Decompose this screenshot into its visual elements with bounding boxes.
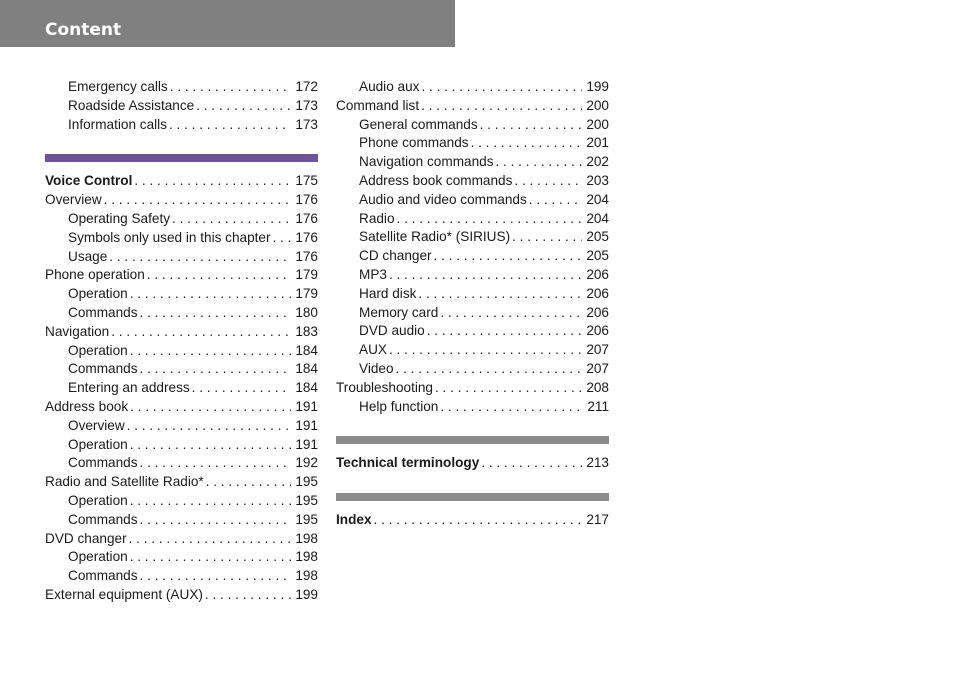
toc-entry[interactable] (336, 285, 609, 304)
toc-entry-label: DVD audio (359, 323, 425, 339)
toc-leader-dots (512, 228, 582, 247)
toc-entry[interactable] (45, 248, 318, 267)
toc-leader-dots (440, 398, 583, 417)
toc-entry-label: Operation (68, 549, 128, 565)
toc-page-number: 203 (586, 172, 609, 188)
toc-page-number: 205 (586, 229, 609, 245)
toc-leader-dots (140, 304, 292, 323)
toc-leader-dots (427, 322, 583, 341)
toc-leader-dots (140, 567, 292, 586)
toc-leader-dots (170, 78, 292, 97)
toc-page-number: 176 (295, 192, 318, 208)
toc-leader-dots (434, 247, 583, 266)
toc-leader-dots (192, 379, 292, 398)
toc-leader-dots (529, 191, 583, 210)
toc-page-number: 179 (295, 267, 318, 283)
toc-page-number: 179 (295, 286, 318, 302)
toc-entry-label: Video (359, 360, 394, 376)
toc-leader-dots (418, 285, 582, 304)
toc-leader-dots (480, 116, 583, 135)
toc-page-number: 198 (295, 530, 318, 546)
toc-entry-label: Roadside Assistance (68, 97, 195, 113)
toc-right-column (336, 78, 609, 530)
toc-entry-label: Emergency calls (68, 79, 168, 94)
toc-entry[interactable] (45, 398, 318, 417)
toc-page-number: 195 (295, 511, 318, 527)
toc-entry[interactable] (45, 567, 318, 586)
toc-leader-dots (109, 248, 291, 267)
toc-page-number: 184 (295, 342, 318, 358)
toc-entry[interactable] (336, 210, 609, 229)
toc-page-number: 206 (586, 266, 609, 282)
toc-left-column (45, 78, 318, 605)
toc-entry[interactable] (45, 586, 318, 605)
toc-page-number: 191 (295, 398, 318, 414)
toc-leader-dots (140, 454, 292, 473)
toc-leader-dots (421, 97, 582, 116)
toc-entry[interactable] (45, 417, 318, 436)
toc-entry[interactable] (336, 172, 609, 191)
toc-page-number: 206 (586, 285, 609, 301)
toc-entry-label: External equipment (AUX) (45, 586, 203, 602)
toc-entry[interactable] (45, 229, 318, 248)
toc-entry-label: Operating Safety (68, 210, 171, 226)
toc-entry[interactable] (45, 379, 318, 398)
toc-leader-dots (130, 342, 292, 361)
toc-page-number: 202 (586, 154, 609, 170)
toc-page-number: 195 (295, 474, 318, 490)
toc-entry-label: Usage (68, 248, 108, 264)
toc-entry-label: Phone operation (45, 267, 145, 283)
toc-leader-dots (396, 360, 583, 379)
toc-entry[interactable] (336, 360, 609, 379)
toc-page-number: 198 (295, 549, 318, 565)
toc-entry-label: CD changer (359, 248, 432, 264)
toc-leader-dots (130, 285, 292, 304)
toc-page-number: 176 (295, 210, 318, 226)
toc-page-number: 172 (295, 79, 318, 94)
toc-page-number: 183 (295, 323, 318, 339)
toc-page-number: 191 (295, 417, 318, 433)
toc-entry-label: Voice Control (45, 173, 133, 189)
toc-entry[interactable] (45, 116, 318, 135)
toc-leader-dots (147, 266, 292, 285)
toc-entry-label: Operation (68, 342, 128, 358)
toc-entry-label: Information calls (68, 116, 167, 132)
toc-page-number: 199 (586, 79, 609, 94)
toc-page-number: 176 (295, 248, 318, 264)
toc-entry-label: Help function (359, 398, 439, 414)
toc-leader-dots (172, 210, 291, 229)
toc-leader-dots (389, 341, 582, 360)
toc-entry[interactable] (336, 97, 609, 116)
toc-page-number: 205 (586, 248, 609, 264)
toc-page-number: 207 (586, 342, 609, 358)
toc-entry-label: Phone commands (359, 135, 469, 151)
toc-entry[interactable] (45, 473, 318, 492)
toc-entry[interactable] (336, 228, 609, 247)
toc-entry[interactable] (45, 172, 318, 191)
toc-entry[interactable] (336, 341, 609, 360)
toc-entry-label: Symbols only used in this chapter (68, 229, 271, 245)
toc-entry[interactable] (336, 379, 609, 398)
toc-leader-dots (130, 398, 291, 417)
toc-entry-label: Command list (336, 97, 420, 113)
toc-entry-label: Operation (68, 492, 128, 508)
toc-entry[interactable] (336, 398, 609, 417)
section-divider-bar (336, 493, 609, 501)
toc-entry-label: Operation (68, 286, 128, 302)
toc-leader-dots (206, 473, 292, 492)
toc-page-number: 184 (295, 380, 318, 396)
toc-leader-dots (140, 511, 292, 530)
toc-entry[interactable] (336, 454, 609, 473)
toc-entry-label: Radio (359, 210, 395, 226)
toc-entry-label: Commands (68, 511, 138, 527)
toc-page-number: 173 (295, 116, 318, 132)
toc-leader-dots (130, 436, 292, 455)
toc-entry[interactable] (45, 191, 318, 210)
section-spacer (336, 473, 609, 487)
toc-entry[interactable] (45, 454, 318, 473)
page-title: Content (45, 20, 122, 40)
toc-entry[interactable] (336, 134, 609, 153)
toc-leader-dots (111, 323, 291, 342)
toc-leader-dots (127, 417, 292, 436)
toc-entry[interactable] (45, 492, 318, 511)
toc-page-number: 208 (586, 379, 609, 395)
toc-entry[interactable] (45, 323, 318, 342)
header-bar (0, 0, 455, 47)
section-spacer (45, 134, 318, 148)
toc-page-number: 173 (295, 97, 318, 113)
toc-page-number: 199 (295, 586, 318, 602)
toc-entry-label: DVD changer (45, 530, 127, 546)
toc-entry[interactable] (45, 360, 318, 379)
toc-entry[interactable] (45, 97, 318, 116)
toc-entry-label: Commands (68, 568, 138, 584)
toc-page-number: 206 (586, 323, 609, 339)
toc-entry-label: Navigation commands (359, 154, 494, 170)
toc-leader-dots (481, 454, 582, 473)
toc-entry[interactable] (45, 342, 318, 361)
toc-page-number: 200 (586, 97, 609, 113)
toc-entry[interactable] (336, 153, 609, 172)
toc-leader-dots (273, 229, 292, 248)
toc-page-number: 175 (295, 173, 318, 189)
toc-entry[interactable] (336, 191, 609, 210)
toc-leader-dots (134, 172, 291, 191)
toc-leader-dots (389, 266, 582, 285)
toc-entry-label: MP3 (359, 266, 387, 282)
toc-page-number: 200 (586, 116, 609, 132)
toc-leader-dots (130, 492, 292, 511)
toc-leader-dots (397, 210, 583, 229)
section-spacer (336, 416, 609, 430)
toc-page-number: 192 (295, 455, 318, 471)
toc-entry-label: Navigation (45, 323, 110, 339)
toc-entry-label: Index (336, 512, 372, 528)
toc-page-number: 201 (586, 135, 609, 151)
toc-entry[interactable] (336, 78, 609, 97)
toc-page-number: 176 (295, 229, 318, 245)
toc-page-number: 198 (295, 568, 318, 584)
toc-entry[interactable] (336, 247, 609, 266)
toc-entry-label: Radio and Satellite Radio* (45, 474, 204, 490)
toc-entry[interactable] (45, 78, 318, 97)
toc-entry-label: Entering an address (68, 380, 190, 396)
toc-entry[interactable] (45, 548, 318, 567)
toc-page-number: 184 (295, 361, 318, 377)
toc-entry-label: Memory card (359, 304, 439, 320)
toc-entry-label: Address book (45, 398, 129, 414)
toc-entry-label: Technical terminology (336, 455, 480, 471)
toc-leader-dots (205, 586, 291, 605)
toc-entry-label: Overview (45, 192, 102, 208)
toc-entry-label: Audio and video commands (359, 191, 527, 207)
toc-leader-dots (104, 191, 292, 210)
toc-page-number: 213 (586, 455, 609, 471)
toc-leader-dots (130, 548, 292, 567)
toc-leader-dots (471, 134, 583, 153)
toc-leader-dots (435, 379, 582, 398)
toc-leader-dots (421, 78, 582, 97)
toc-leader-dots (169, 116, 291, 135)
toc-entry-label: Address book commands (359, 172, 513, 188)
toc-leader-dots (440, 304, 582, 323)
toc-leader-dots (140, 360, 292, 379)
toc-entry[interactable] (336, 116, 609, 135)
toc-page-number: 206 (586, 304, 609, 320)
toc-entry[interactable] (45, 285, 318, 304)
toc-leader-dots (196, 97, 291, 116)
toc-entry[interactable] (45, 436, 318, 455)
toc-leader-dots (374, 511, 583, 530)
toc-entry-label: Overview (68, 417, 125, 433)
toc-leader-dots (129, 530, 292, 549)
toc-entry-label: Troubleshooting (336, 379, 433, 395)
section-divider-bar (45, 154, 318, 162)
toc-entry-label: Audio aux (359, 79, 420, 94)
toc-entry-label: Operation (68, 436, 128, 452)
toc-entry-label: Commands (68, 361, 138, 377)
toc-entry[interactable] (45, 511, 318, 530)
toc-page-number: 211 (587, 398, 609, 414)
toc-entry[interactable] (45, 304, 318, 323)
toc-page-number: 191 (295, 436, 318, 452)
toc-page-number: 204 (586, 210, 609, 226)
section-divider-bar (336, 436, 609, 444)
toc-leader-dots (514, 172, 582, 191)
toc-page-number: 180 (295, 304, 318, 320)
toc-entry[interactable] (336, 266, 609, 285)
toc-leader-dots (496, 153, 583, 172)
toc-page-number: 217 (586, 512, 609, 528)
toc-entry-label: Satellite Radio* (SIRIUS) (359, 229, 511, 245)
toc-entry-label: General commands (359, 116, 478, 132)
toc-entry[interactable] (45, 210, 318, 229)
toc-entry[interactable] (336, 511, 609, 530)
toc-entry[interactable] (336, 304, 609, 323)
toc-entry[interactable] (336, 322, 609, 341)
toc-page-number: 195 (295, 492, 318, 508)
toc-entry-label: Commands (68, 455, 138, 471)
toc-entry-label: Hard disk (359, 285, 417, 301)
toc-page-number: 207 (586, 360, 609, 376)
toc-entry[interactable] (45, 530, 318, 549)
toc-entry-label: AUX (359, 342, 387, 358)
toc-page-number: 204 (586, 191, 609, 207)
toc-entry[interactable] (45, 266, 318, 285)
toc-entry-label: Commands (68, 304, 138, 320)
